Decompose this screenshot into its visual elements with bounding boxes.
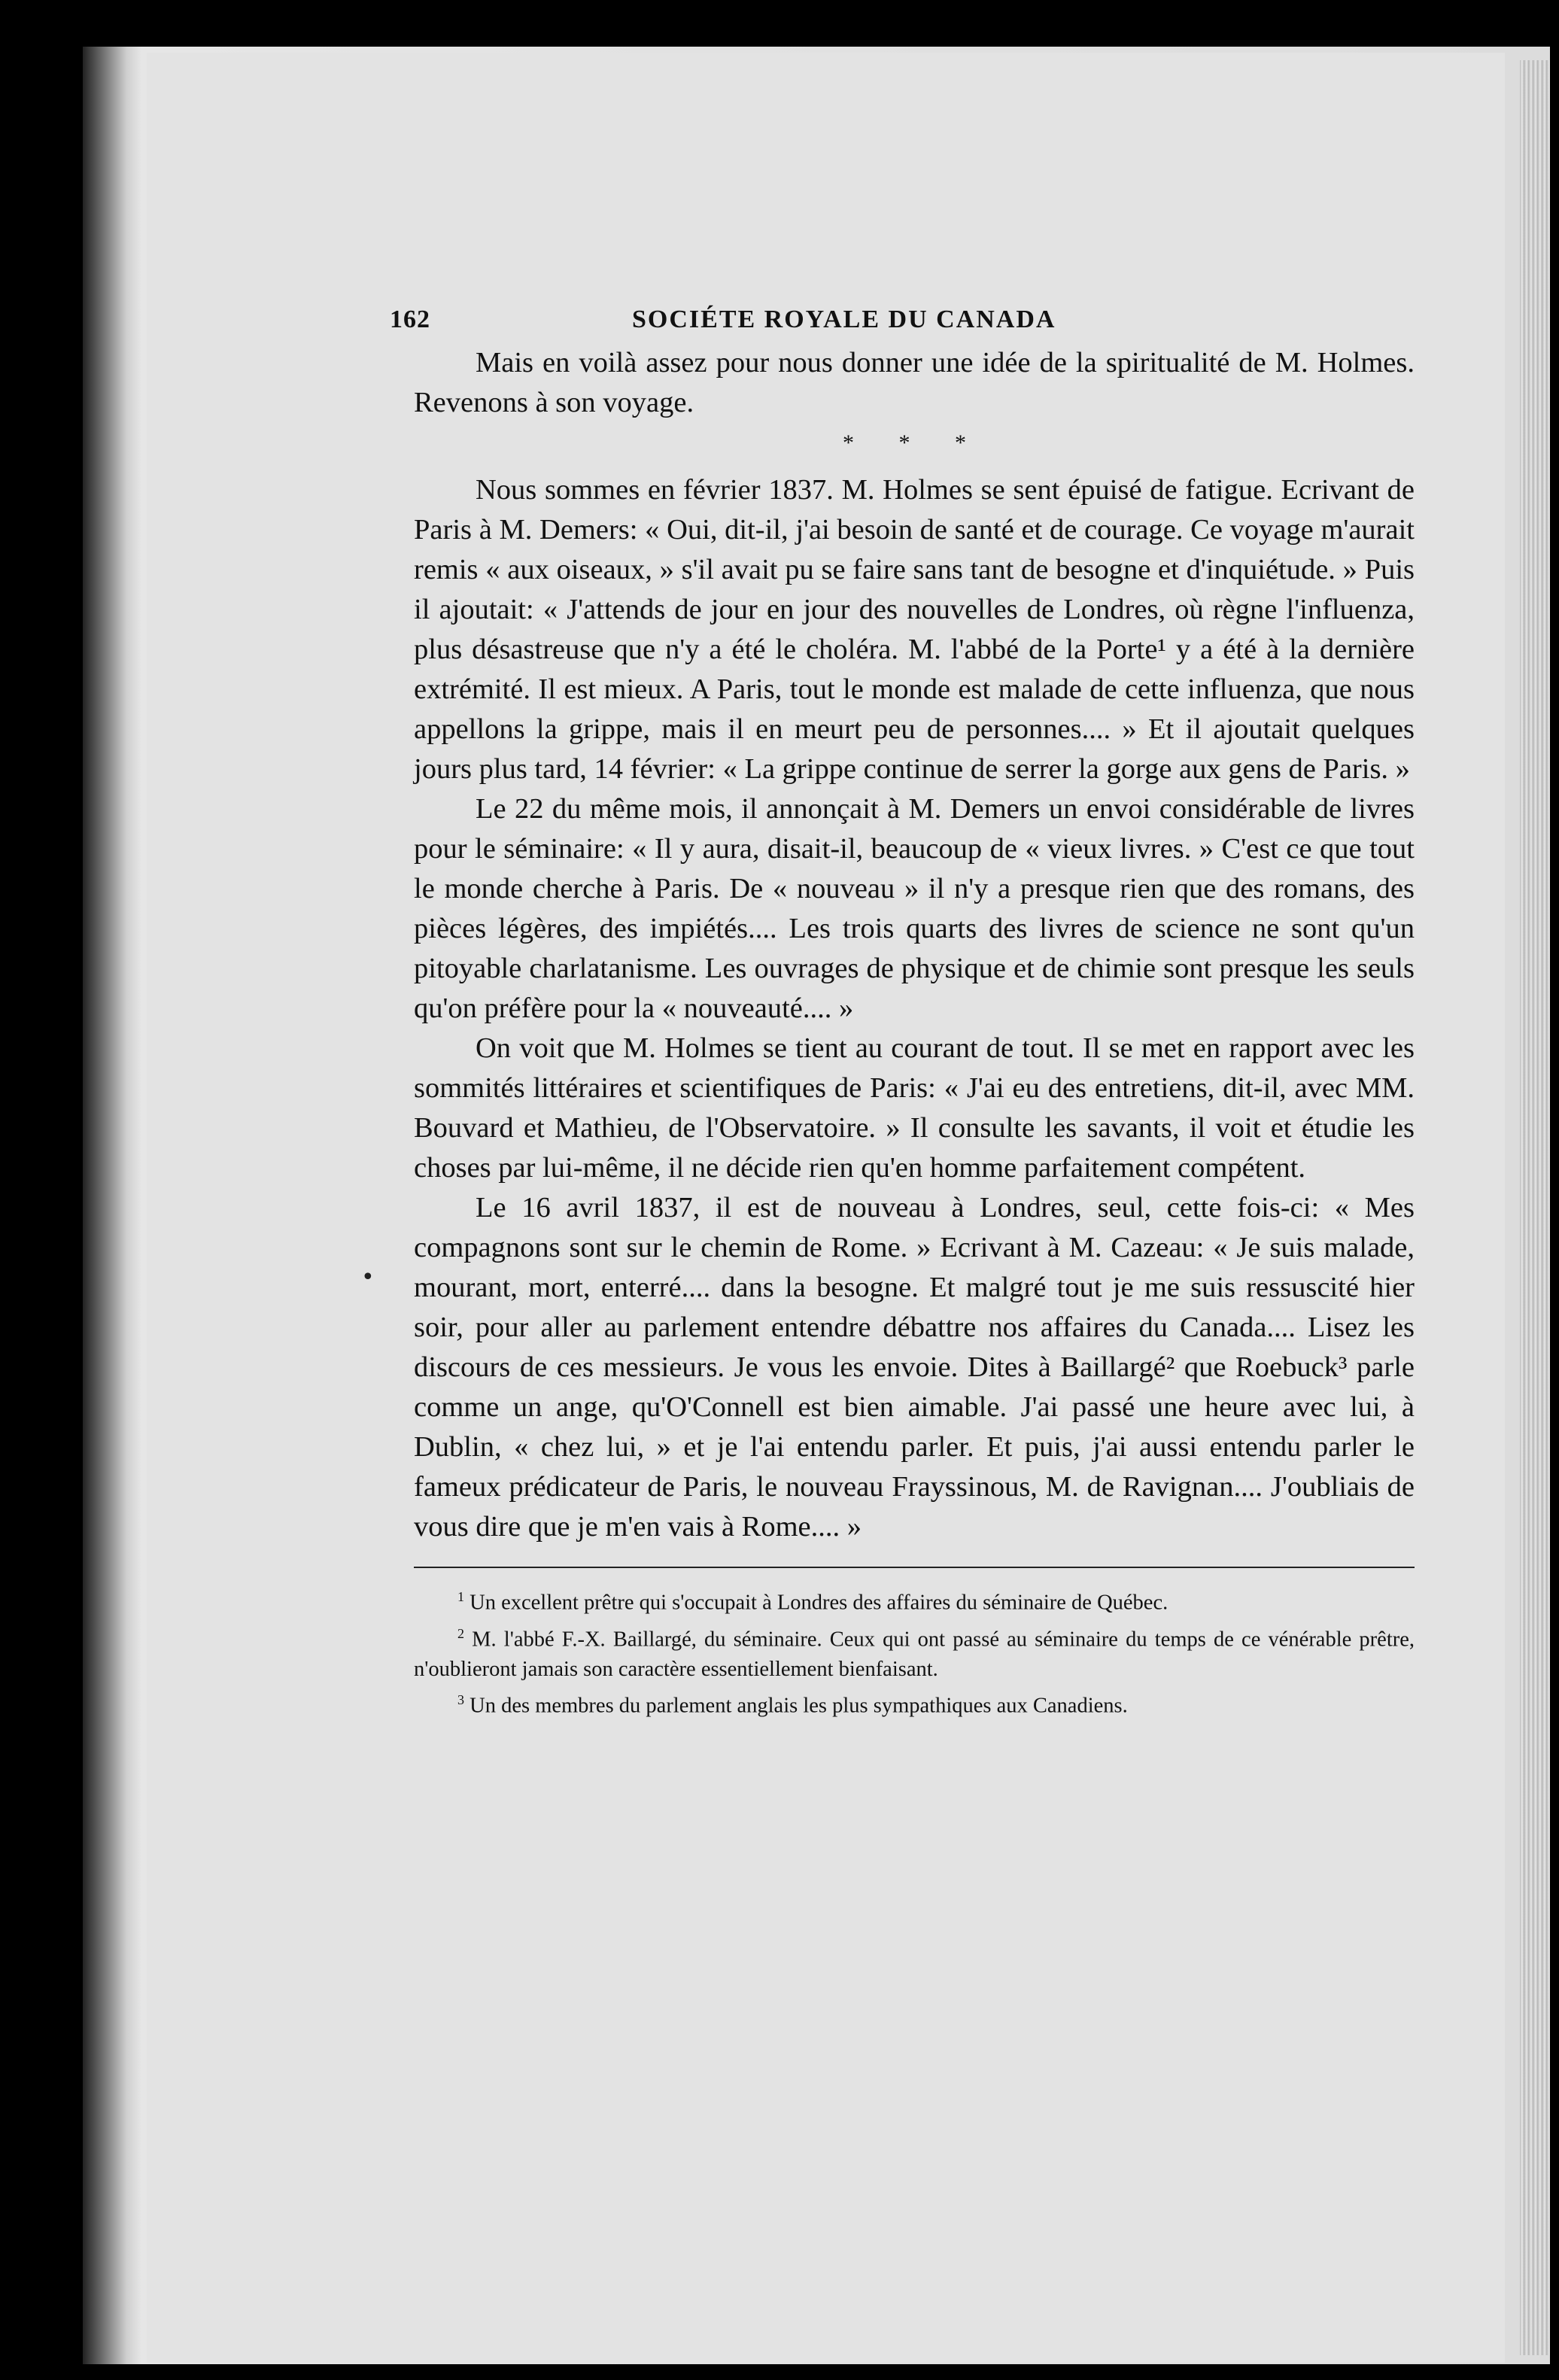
footnote-rule [414, 1567, 1415, 1568]
page-header [390, 296, 1415, 343]
page-edges [1520, 60, 1550, 2355]
section-separator: * * * [843, 430, 986, 455]
margin-mark: • [361, 1264, 375, 1290]
footnote-mark: 1 [457, 1589, 464, 1604]
paragraph-4: On voit que M. Holmes se tient au courant de tout. Il se met en rapport avec les sommités littéraires et scientifiques de Paris: « J'ai eu des entretiens, dit-il, avec MM. Bouvard et Mathieu, de l'Observatoire. » Il consulte les savants, il voit et étudie les choses par lui-même, il ne décide rien qu'en homme parfaitement compétent. [414, 1032, 1415, 1184]
paragraph-5: Le 16 avril 1837, il est de nouveau à Londres, seul, cette fois-ci: « Mes compagnons sont sur le chemin de Rome. » Ecrivant à M. Cazeau: « Je suis malade, mourant, mort, enterré.... dans la besogne. Et malgré tout je me suis ressuscité hier soir, pour aller au parlement entendre débattre nos affaires du Canada.... Lisez les discours de ces messieurs. Je vous les envoie. Dites à Baillargé² que Roebuck³ parle comme un ange, qu'O'Connell est bien aimable. J'ai passé une heure avec lui, à Dublin, « chez lui, » et je l'ai entendu parler. Et puis, j'ai aussi entendu parler le fameux prédicateur de Paris, le nouveau Frayssinous, M. de Ravignan.... J'oubliais de vous dire que je m'en vais à Rome.... » [414, 1192, 1415, 1543]
footnote-mark: 3 [457, 1692, 464, 1707]
footnote-text: Un des membres du parlement anglais les plus sympathiques aux Canadiens. [470, 1694, 1128, 1718]
footnote-2 [414, 1619, 1415, 1685]
footnote-text: Un excellent prêtre qui s'occupait à Londres des affaires du séminaire de Québec. [470, 1591, 1168, 1615]
footnote-1 [414, 1582, 1415, 1619]
running-title: SOCIÉTE ROYALE DU CANADA [632, 305, 1056, 333]
text-block [390, 296, 1415, 1722]
page-number: 162 [390, 305, 430, 333]
footnote-3 [414, 1685, 1415, 1722]
footnote-mark: 2 [457, 1625, 464, 1641]
paragraph-3: Le 22 du même mois, il annonçait à M. Demers un envoi considérable de livres pour le séminaire: « Il y aura, disait-il, beaucoup de « vieux livres. » C'est ce que tout le monde cherche à Paris. De « nouveau » il n'y a presque rien que des romans, des pièces légères, des impiétés.... Les trois quarts des livres de science ne sont qu'un pitoyable charlatanisme. Les ouvrages de physique et de chimie sont presque les seuls qu'on préfère pour la « nouveauté.... » [414, 793, 1415, 1024]
footnote-text: M. l'abbé F.-X. Baillargé, du séminaire. Ceux qui ont passé au séminaire du temps de ce vénérable prêtre, n'oublieront jamais son caractère essentiellement bienfaisant. [414, 1628, 1415, 1681]
paragraph-1: Mais en voilà assez pour nous donner une idée de la spiritualité de M. Holmes. Revenons à son voyage. [414, 347, 1415, 418]
paragraph-2: Nous sommes en février 1837. M. Holmes se sent épuisé de fatigue. Ecrivant de Paris à M. Demers: « Oui, dit-il, j'ai besoin de santé et de courage. Ce voyage m'aurait remis « aux oiseaux, » s'il avait pu se faire sans tant de besogne et d'inquiétude. » Puis il ajoutait: « J'attends de jour en jour des nouvelles de Londres, où règne l'influenza, plus désastreuse que n'y a été le choléra. M. l'abbé de la Porte¹ y a été à la dernière extrémité. Il est mieux. A Paris, tout le monde est malade de cette influenza, que nous appellons la grippe, mais il en meurt peu de personnes.... » Et il ajoutait quelques jours plus tard, 14 février: « La grippe continue de serrer la gorge aux gens de Paris. » [414, 474, 1415, 785]
